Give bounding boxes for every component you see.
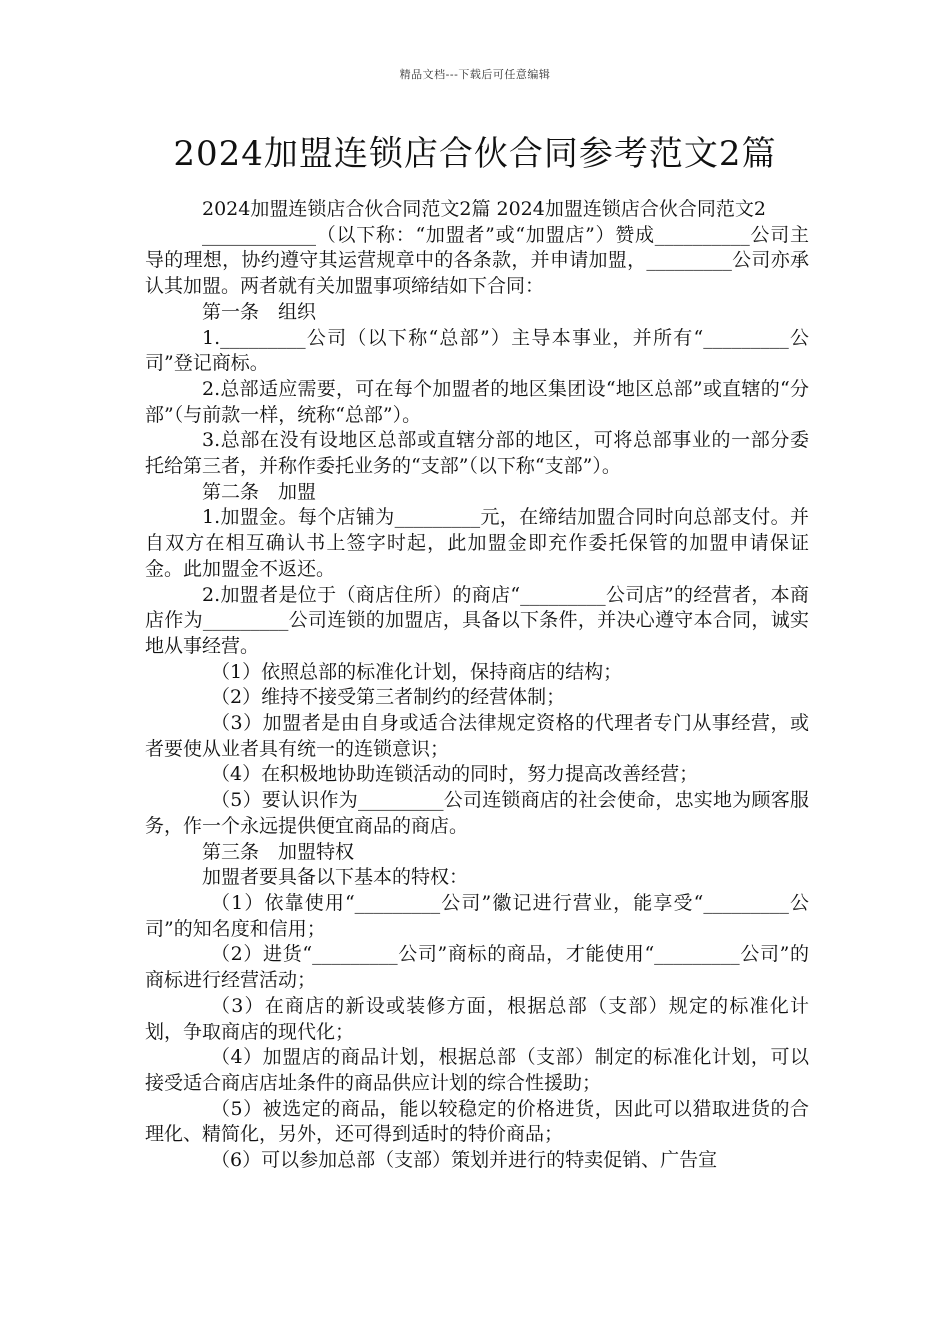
header-note: 精品文档---下载后可任意编辑 xyxy=(399,68,551,81)
clause-paragraph: 2.加盟者是位于（商店住所）的商店“_________公司店”的经营者，本商店作为_________公司连锁的加盟店，具备以下条件，并决心遵守本合同，诚实地从事经营。 xyxy=(145,583,809,657)
clause-paragraph: 1._________公司（以下称“总部”）主导本事业，并所有“_________公司”登记商标。 xyxy=(145,326,809,375)
document-body xyxy=(145,197,809,1174)
article-heading: 第二条 加盟 xyxy=(202,480,317,503)
clause-paragraph: 1.加盟金。每个店铺为_________元，在缔结加盟合同时向总部支付。并自双方在相互确认书上签字时起，此加盟金即充作委托保管的加盟申请保证金。此加盟金不返还。 xyxy=(145,506,809,580)
clause-paragraph: 加盟者要具备以下基本的特权： xyxy=(202,866,469,889)
list-item: （4）在积极地协助连锁活动的同时，努力提高改善经营； xyxy=(211,763,699,786)
list-item: （6）可以参加总部（支部）策划并进行的特卖促销、广告宣 xyxy=(211,1149,718,1172)
list-item: （5）要认识作为_________公司连锁商店的社会使命，忠实地为顾客服务，作一个永远提供便宜商品的商店。 xyxy=(145,789,809,837)
list-item: （5）被选定的商品，能以较稳定的价格进货，因此可以猎取进货的合理化、精简化，另外，还可得到适时的特价商品； xyxy=(145,1097,809,1146)
list-item: （2）进货“_________公司”商标的商品，才能使用“_________公司”的商标进行经营活动； xyxy=(145,943,809,992)
article-heading: 第三条 加盟特权 xyxy=(202,840,355,863)
list-item: （2）维持不接受第三者制约的经营体制； xyxy=(211,686,566,709)
paragraph-intro: 2024加盟连锁店合伙合同范文2篇 2024加盟连锁店合伙合同范文2 xyxy=(202,198,766,220)
clause-paragraph: 2.总部适应需要，可在每个加盟者的地区集团设“地区总部”或直辖的“分部”（与前款一样，统称“总部”）。 xyxy=(145,377,809,426)
list-item: （4）加盟店的商品计划，根据总部（支部）制定的标准化计划，可以接受适合商店店址条件的商品供应计划的综合性援助； xyxy=(145,1046,809,1094)
article-heading: 第一条 组织 xyxy=(202,300,317,323)
clause-paragraph: 3.总部在没有设地区总部或直辖分部的地区，可将总部事业的一部分委托给第三者，并称作委托业务的“支部”（以下称“支部”）。 xyxy=(145,429,809,478)
document-title: 2024加盟连锁店合伙合同参考范文2篇 xyxy=(173,134,777,174)
paragraph-preamble: ____________（以下称：“加盟者”或“加盟店”）赞成__________公司主导的理想，协约遵守其运营规章中的各条款，并申请加盟，_________公司亦承认其加盟。两者就有关加盟事项缔结如下合同： xyxy=(145,223,809,298)
list-item: （3）加盟者是由自身或适合法律规定资格的代理者专门从事经营，或者要使从业者具有统一的连锁意识； xyxy=(145,712,809,760)
list-item: （3）在商店的新设或装修方面，根据总部（支部）规定的标准化计划，争取商店的现代化； xyxy=(145,994,809,1043)
list-item: （1）依照总部的标准化计划，保持商店的结构； xyxy=(211,660,623,683)
list-item: （1）依靠使用“_________公司”徽记进行营业，能享受“_________公司”的知名度和信用； xyxy=(145,891,809,940)
